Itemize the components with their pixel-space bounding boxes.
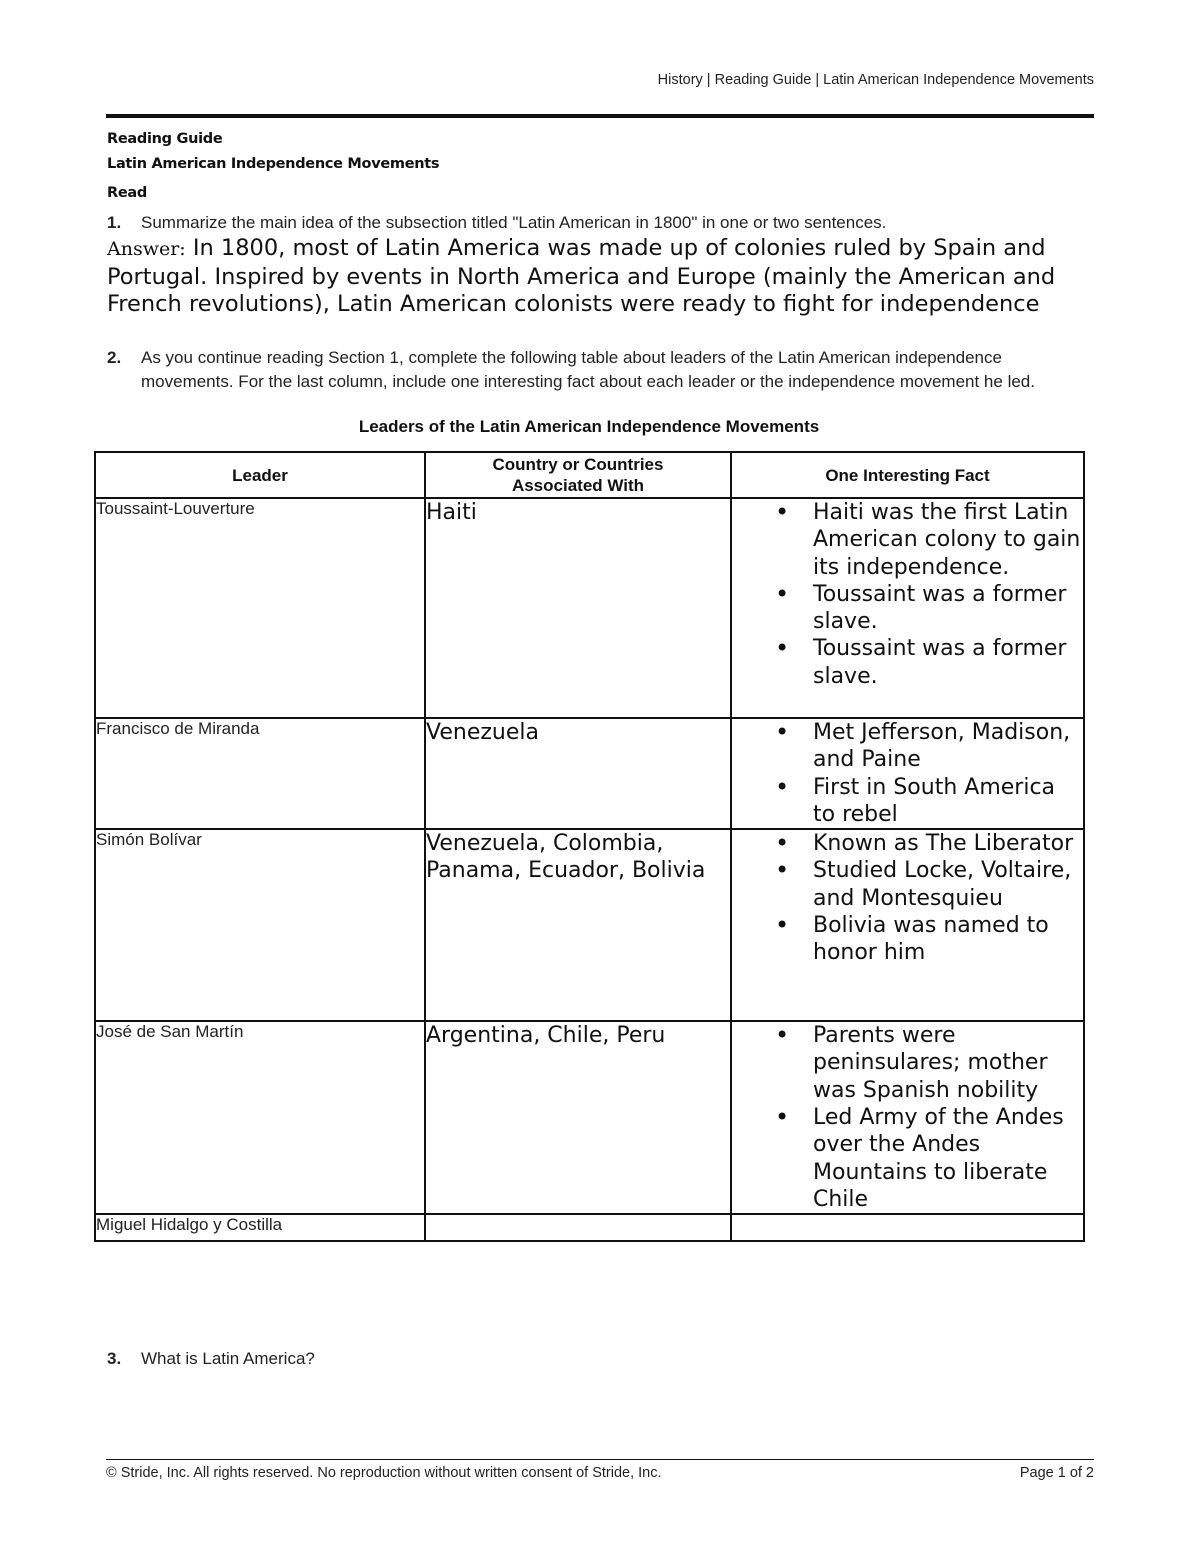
leader-cell: Francisco de Miranda bbox=[95, 718, 425, 829]
country-cell[interactable]: Argentina, Chile, Peru bbox=[425, 1021, 731, 1214]
table-caption: Leaders of the Latin American Independence Movements bbox=[358, 417, 820, 436]
fact-item: • Parents were peninsulares; mother was Spanish nobility bbox=[732, 1022, 1083, 1104]
header-rule bbox=[106, 114, 1094, 118]
question-3-number: 3. bbox=[107, 1349, 122, 1368]
table-row bbox=[95, 829, 1084, 1021]
footer-rule bbox=[106, 1459, 1094, 1460]
country-cell[interactable]: Haiti bbox=[425, 498, 731, 718]
answer-text: In 1800, most of Latin America was made up of colonies ruled by Spain and Portugal. Inspired by events in North America and Europe (mainly the American and French revolutions), Latin American colonists were ready to fight for independence bbox=[107, 235, 1056, 317]
header-countries bbox=[425, 452, 731, 498]
table-header-row bbox=[95, 452, 1084, 498]
guide-title: Reading Guide bbox=[107, 131, 223, 147]
fact-item: • Studied Locke, Voltaire, and Montesquieu bbox=[732, 857, 1083, 912]
question-1 bbox=[107, 213, 886, 233]
fact-item: • Toussaint was a former slave. bbox=[732, 581, 1083, 636]
footer-copyright: © Stride, Inc. All rights reserved. No reproduction without written consent of Stride, Inc. bbox=[106, 1465, 662, 1481]
table-row bbox=[95, 1021, 1084, 1214]
leaders-table bbox=[94, 451, 1085, 1242]
question-2 bbox=[107, 346, 1067, 394]
header-countries-label: Country or Countries Associated With bbox=[492, 455, 664, 495]
fact-cell[interactable] bbox=[731, 829, 1084, 1021]
fact-list bbox=[732, 499, 1083, 690]
country-cell[interactable] bbox=[425, 1214, 731, 1241]
fact-item: • Met Jefferson, Madison, and Paine bbox=[732, 719, 1083, 774]
country-cell[interactable]: Venezuela, Colombia, Panama, Ecuador, Bolivia bbox=[425, 829, 731, 1021]
fact-item: • Known as The Liberator bbox=[732, 830, 1083, 857]
fact-item: • First in South America to rebel bbox=[732, 774, 1083, 829]
fact-cell[interactable] bbox=[731, 498, 1084, 718]
fact-item: • Bolivia was named to honor him bbox=[732, 912, 1083, 967]
guide-subtitle: Latin American Independence Movements bbox=[107, 156, 440, 172]
header-leader: Leader bbox=[95, 452, 425, 498]
page-number: Page 1 of 2 bbox=[1019, 1465, 1094, 1481]
question-2-text: As you continue reading Section 1, complete the following table about leaders of the Latin American independence movements. For the last column, include one interesting fact about each leader or the independence movement he led. bbox=[141, 348, 1035, 391]
answer-label: Answer: bbox=[107, 238, 186, 260]
question-3-text: What is Latin America? bbox=[141, 1349, 315, 1368]
question-1-number: 1. bbox=[107, 213, 122, 232]
leader-cell: Simón Bolívar bbox=[95, 829, 425, 1021]
fact-list bbox=[732, 719, 1083, 828]
fact-cell[interactable] bbox=[731, 1214, 1084, 1241]
fact-item: • Led Army of the Andes over the Andes Mountains to liberate Chile bbox=[732, 1104, 1083, 1213]
running-header: History | Reading Guide | Latin American Independence Movements bbox=[657, 72, 1094, 88]
fact-cell[interactable] bbox=[731, 718, 1084, 829]
fact-item: • Toussaint was a former slave. bbox=[732, 635, 1083, 690]
country-cell[interactable]: Venezuela bbox=[425, 718, 731, 829]
leader-cell: Miguel Hidalgo y Costilla bbox=[95, 1214, 425, 1241]
table-row bbox=[95, 718, 1084, 829]
leader-cell: José de San Martín bbox=[95, 1021, 425, 1214]
fact-list bbox=[732, 1022, 1083, 1213]
fact-cell[interactable] bbox=[731, 1021, 1084, 1214]
fact-list bbox=[732, 830, 1083, 966]
question-1-text: Summarize the main idea of the subsection titled "Latin American in 1800" in one or two sentences. bbox=[141, 213, 887, 232]
question-2-number: 2. bbox=[107, 348, 122, 367]
fact-item: • Haiti was the first Latin American colony to gain its independence. bbox=[732, 499, 1083, 581]
table-row bbox=[95, 1214, 1084, 1241]
leader-cell: Toussaint-Louverture bbox=[95, 498, 425, 718]
section-label: Read bbox=[107, 185, 147, 201]
question-3 bbox=[107, 1349, 315, 1369]
question-1-answer[interactable] bbox=[107, 235, 1097, 319]
header-fact: One Interesting Fact bbox=[731, 452, 1084, 498]
table-row bbox=[95, 498, 1084, 718]
